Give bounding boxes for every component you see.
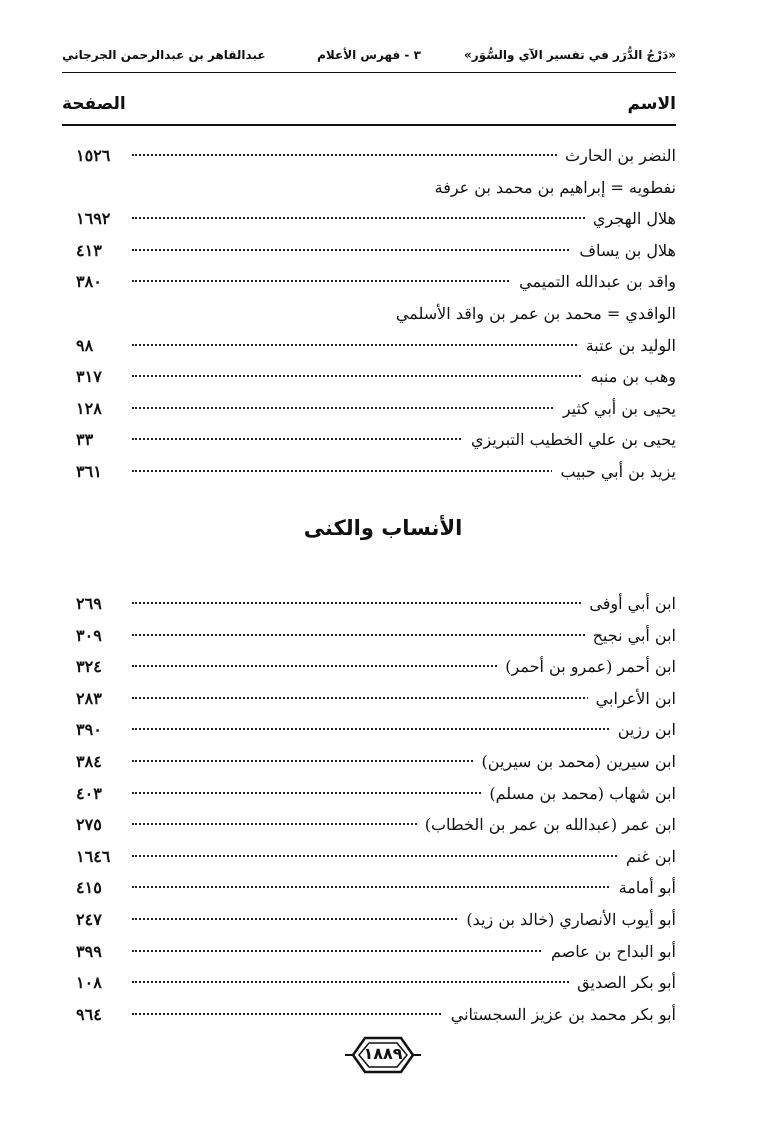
- kunya-index-list: [62, 588, 676, 1030]
- page-number: ١٨٨٩: [363, 1044, 403, 1063]
- author-name: عبدالقاهر بن عبدالرحمن الجرجاني: [62, 48, 266, 62]
- index-entry: [62, 620, 676, 652]
- index-entry: [62, 393, 676, 425]
- entry-name: أبو بكر محمد بن عزيز السجستاني: [443, 999, 676, 1031]
- index-entry: [62, 999, 676, 1031]
- entry-page: ١٦٤٦: [76, 841, 114, 873]
- entry-name: يحيى بن أبي كثير: [555, 393, 676, 425]
- entry-name: الواقدي = محمد بن عمر بن واقد الأسلمي: [388, 298, 676, 330]
- entry-name: أبو البداح بن عاصم: [543, 936, 676, 968]
- index-entry: [62, 904, 676, 936]
- entry-page: ٤١٣: [76, 235, 106, 267]
- entry-name: ابن غنم: [618, 841, 676, 873]
- entry-page: ٣٣: [76, 424, 97, 456]
- entry-name: هلال الهجري: [585, 203, 676, 235]
- entry-name: يحيى بن علي الخطيب التبريزي: [463, 424, 676, 456]
- entry-name: وهب بن منبه: [583, 361, 676, 393]
- entry-page: ٣٢٤: [76, 651, 106, 683]
- entry-page: ٣٨٤: [76, 746, 106, 778]
- index-entry: [62, 841, 676, 873]
- entry-page: ٤٠٣: [76, 778, 106, 810]
- index-entry: [62, 235, 676, 267]
- dot-leader: [132, 855, 672, 857]
- index-entry: [62, 266, 676, 298]
- entry-name: النضر بن الحارث: [557, 140, 676, 172]
- index-entry: [62, 203, 676, 235]
- entry-name: الوليد بن عتبة: [578, 330, 676, 362]
- section-title: الأنساب والكنى: [303, 516, 463, 540]
- entry-name: ابن أبي نجيح: [585, 620, 676, 652]
- index-entry: [62, 746, 676, 778]
- index-entry: [62, 140, 676, 172]
- entry-page: ٩٨: [76, 330, 97, 362]
- index-entry: [62, 424, 676, 456]
- entry-page: ٢٧٥: [76, 809, 106, 841]
- column-header-rule: [62, 124, 676, 126]
- entry-name: هلال بن يساف: [571, 235, 676, 267]
- page-number-ornament: [345, 1032, 421, 1078]
- index-entry: [62, 588, 676, 620]
- entry-name: أبو أمامة: [611, 872, 676, 904]
- entry-name: ابن شهاب (محمد بن مسلم): [481, 778, 676, 810]
- entry-page: ٣٨٠: [76, 266, 106, 298]
- entry-name: ابن رزين: [610, 714, 676, 746]
- entry-name: واقد بن عبدالله التميمي: [511, 266, 676, 298]
- entry-name: ابن أحمر (عمرو بن أحمر): [497, 651, 676, 683]
- entry-name: ابن الأعرابي: [588, 683, 676, 715]
- entry-name: يزيد بن أبي حبيب: [552, 456, 676, 488]
- index-entry: [62, 651, 676, 683]
- entry-page: ٢٨٣: [76, 683, 106, 715]
- entry-page: ١٦٩٢: [76, 203, 114, 235]
- dot-leader: [132, 886, 672, 888]
- dot-leader: [132, 728, 672, 730]
- entry-page: ٣٩٩: [76, 936, 106, 968]
- entry-page: ٣٠٩: [76, 620, 106, 652]
- entry-name: أبو أيوب الأنصاري (خالد بن زيد): [458, 904, 676, 936]
- entry-page: ٢٦٩: [76, 588, 106, 620]
- entry-name: نفطويه = إبراهيم بن محمد بن عرفة: [427, 172, 676, 204]
- header-rule: [62, 72, 676, 73]
- entry-name: ابن أبي أوفى: [581, 588, 676, 620]
- entry-name: أبو بكر الصديق: [569, 967, 676, 999]
- index-entry: [62, 298, 676, 330]
- entry-page: ١٠٨: [76, 967, 106, 999]
- index-entry: [62, 778, 676, 810]
- index-entry: [62, 361, 676, 393]
- entry-name: ابن عمر (عبدالله بن عمر بن الخطاب): [417, 809, 676, 841]
- index-entry: [62, 872, 676, 904]
- index-entry: [62, 809, 676, 841]
- names-index-list: [62, 140, 676, 488]
- entry-page: ٣٩٠: [76, 714, 106, 746]
- entry-page: ٢٤٧: [76, 904, 106, 936]
- column-header-name: الاسم: [627, 94, 676, 114]
- entry-page: ١٢٨: [76, 393, 106, 425]
- section-label: ٣ - فهرس الأعلام: [317, 48, 421, 62]
- column-header-page: الصفحة: [62, 94, 126, 114]
- entry-page: ١٥٢٦: [76, 140, 114, 172]
- index-entry: [62, 967, 676, 999]
- index-entry: [62, 936, 676, 968]
- index-entry: [62, 456, 676, 488]
- entry-page: ٣٦١: [76, 456, 106, 488]
- book-title: «دَرْجُ الدُّرَر في تفسير الآي والسُّوَر»: [464, 48, 676, 62]
- entry-page: ٣١٧: [76, 361, 106, 393]
- index-entry: [62, 714, 676, 746]
- running-header: [62, 44, 676, 68]
- index-entry: [62, 172, 676, 204]
- column-headers: [62, 94, 676, 118]
- index-entry: [62, 683, 676, 715]
- index-entry: [62, 330, 676, 362]
- entry-page: ٩٦٤: [76, 999, 106, 1031]
- entry-page: ٤١٥: [76, 872, 106, 904]
- entry-name: ابن سيرين (محمد بن سيرين): [474, 746, 676, 778]
